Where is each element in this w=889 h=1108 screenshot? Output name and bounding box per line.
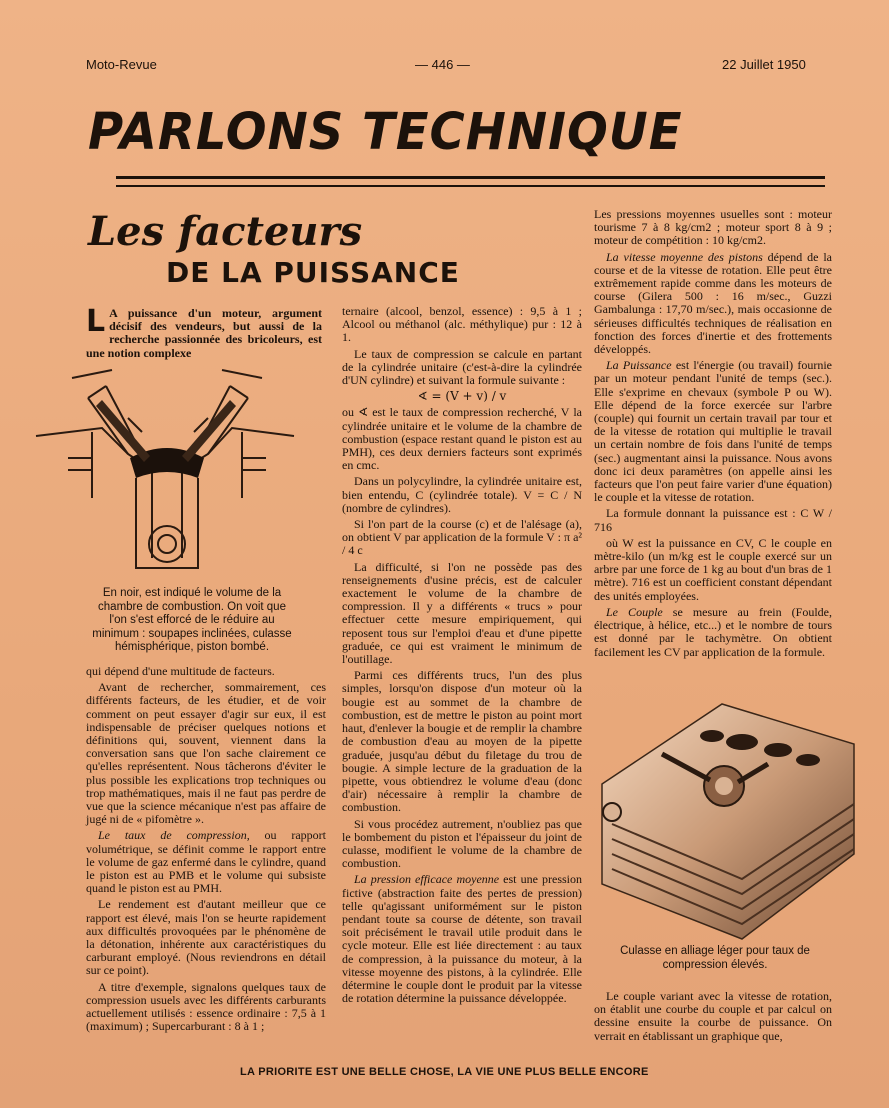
- article-subtitle: DE LA PUISSANCE: [166, 256, 460, 289]
- term: Le taux de compression,: [98, 828, 250, 843]
- header-date: 22 Juillet 1950: [722, 57, 806, 72]
- paragraph: Le taux de compression se calcule en partant de la cylindrée unitaire (c'est-à-dire la cylindrée d'UN cylindre) et suivant la formule suivante :: [342, 346, 582, 388]
- article-subtitle-script: Les facteurs: [88, 208, 363, 255]
- paragraph-text: est une pression fictive (abstraction faite des pertes de pression) telle qu'agissant uniformément sur le piston pendant toute sa course de détente, son travail soit précisément le travail utile produit dans le cycle moteur. Elle est liée directement : au taux de compression, à la puissance du moteur, à la vitesse moyenne des pistons, à la cylindrée. Elle détermine le couple dont le produit par la vitesse de rotation détermine la puissance développée.: [342, 872, 582, 1006]
- page-title: PARLONS TECHNIQUE: [88, 102, 683, 162]
- paragraph: où W est la puissance en CV, C le couple en mètre-kilo (un m/kg est le couple exercé sur un arbre par une force de 1 kg au bout d'un bras de 1 mètre). 716 est un coefficient constant dépendant des unités employées.: [594, 535, 832, 603]
- paragraph: Le rendement est d'autant meilleur que ce rapport est élevé, mais l'on se heurte rapidement aux difficultés provoquées par le phénomène de la détonation, inhérente aux caractéristiques du carburant employé. (Nous reviendrons en détail sur ce point).: [86, 897, 326, 978]
- column-3: [594, 208, 832, 662]
- title-rule-top: [116, 176, 825, 179]
- paragraph: [594, 359, 832, 504]
- paragraph: ternaire (alcool, benzol, essence) : 9,5 à 1 ; Alcool ou méthanol (alc. méthylique) pur : 12 à 1.: [342, 304, 582, 345]
- paragraph-text: dépend de la course et de la vitesse de rotation. Elle peut être extrêmement rapide comme dans les moteurs de course (Gilera 500 : 16 m/sec., Guzzi Gambalunga : 17,70 m/sec.), mais occasionne de sérieuses difficultés techniques de réalisation en fonction des forces d'inertie et des frottements développés.: [594, 249, 832, 357]
- paragraph: qui dépend d'une multitude de facteurs.: [86, 664, 275, 678]
- paragraph: [86, 829, 326, 895]
- paragraph: Parmi ces différents trucs, l'un des plus simples, lorsqu'on dispose d'un moteur où la bougie est au sommet de la chambre de combustion, est de mettre le piston au point mort haut, d'enlever la bougie et de remplir la chambre de combustion d'eau au moyen de la pipette graduée, jusqu'au début du filetage du trou de bougie. A simple lecture de la graduation de la pipette, vous obtiendrez le volume d'eau (donc d'air) nécessaire à remplir la chambre de combustion.: [342, 668, 582, 815]
- column-1-intro: [86, 304, 322, 360]
- paragraph: Si vous procédez autrement, n'oubliez pas que le bombement du piston et l'épaisseur du joint de culasse, modifient le volume de la chambre de combustion.: [342, 816, 582, 871]
- column-3-continued: [594, 990, 832, 1046]
- paragraph: ou ∢ est le taux de compression recherché, V la cylindrée unitaire et le volume de la chambre de combustion (espace restant quand le piston est au PMH), ces deux derniers facteurs sont exprimés en cmc.: [342, 405, 582, 473]
- paragraph: La formule donnant la puissance est : C W / 716: [594, 506, 832, 534]
- compression-formula: ∢ = (V + v) / v: [417, 389, 507, 404]
- paragraph-text: se mesure au frein (Foulde, électrique, à hélice, etc...) et le nombre de tours est donné par le tachymètre. On obtient facilement les CV par application de la formule.: [594, 604, 832, 659]
- paragraph: La difficulté, si l'on ne possède pas des renseignements d'usine précis, est de calculer exactement le volume de la chambre de compression. Il y a différents « trucs » pour effectuer cette mesure empiriquement, qui reposent tous sur l'emploi d'eau et d'une pipette graduée, ce qui est vraiment le minimum de l'outillage.: [342, 559, 582, 667]
- title-rule-bottom: [116, 185, 825, 187]
- figure-2-caption: Culasse en alliage léger pour taux de compression élevés.: [620, 945, 810, 971]
- term: Le Couple: [606, 604, 663, 619]
- paragraph: A titre d'exemple, signalons quelques taux de compression usuels avec les différents carburants actuellement utilisés : essence ordinaire : 7,5 à 1 (maximum) ; Supercarburant : 8 à 1 ;: [86, 979, 326, 1034]
- paragraph: [594, 251, 832, 357]
- paragraph: Avant de rechercher, sommairement, ces différents facteurs, de les étudier, et de voir comment on peut essayer d'agir sur eux, il est indispensable de préciser quelques notions et définitions qui, souvent, viennent dans la conversation sans que l'on sache clairement ce qu'elles représentent. Nous tâcherons d'éviter le plus possible les explications trop techniques ou trop mathématiques, mais il ne faut pas perdre de vue que la science mécanique n'est pas affaire de jugé ni de « pifomètre ».: [86, 680, 326, 827]
- figure-1-caption: En noir, est indiqué le volume de la chambre de combustion. On voit que l'on s'est efforcé de le réduire au minimum : soupapes inclinées, culasse hémisphérique, piston bombé.: [92, 587, 292, 653]
- term: La vitesse moyenne des pistons: [606, 249, 763, 264]
- column-2: [342, 305, 582, 1008]
- paragraph: [342, 873, 582, 1005]
- paragraph: Si l'on part de la course (c) et de l'alésage (a), on obtient V par application de la formule V : π a² / 4 c: [342, 517, 582, 558]
- intro-text: A puissance d'un moteur, argument décisif des vendeurs, but aussi de la recherche passionnée des bricoleurs, est une notion complexe: [86, 306, 322, 360]
- page-footer-slogan: LA PRIORITE EST UNE BELLE CHOSE, LA VIE UNE PLUS BELLE ENCORE: [240, 1066, 649, 1078]
- header-page-number: — 446 —: [415, 57, 470, 72]
- column-1-body: [86, 665, 326, 1036]
- cylinder-head-diagram: [32, 358, 300, 586]
- paragraph: Les pressions moyennes usuelles sont : moteur tourisme 7 à 8 kg/cm2 ; moteur sport 8 à 9 ; moteur de compétition : 10 kg/cm2.: [594, 207, 832, 248]
- drop-cap: L: [86, 304, 106, 339]
- paragraph-text: est l'énergie (ou travail) fournie par un moteur pendant l'unité de temps (sec.). Elle s'exprime en chevaux (symbole P ou W). Elle dépend de la force exercée sur l'arbre (couple) qui fournit un certain travail par tour et de la vitesse de rotation qui multiplie le travail un certain nombre de fois dans l'unité de temps (sec.) augmentant ainsi la puissance. Nous avons donc ici deux paramètres (on appelle ainsi les facteurs que l'on peut faire varier d'une équation) le couple et la vitesse de rotation.: [594, 358, 832, 505]
- alloy-cylinder-head-photo: [592, 694, 860, 944]
- paragraph: Dans un polycylindre, la cylindrée unitaire est, bien entendu, C (cylindrée totale). V = C / N (nombre de cylindres).: [342, 474, 582, 515]
- term: La Puissance: [606, 358, 672, 373]
- header-publication: Moto-Revue: [86, 57, 157, 72]
- paragraph: [594, 606, 832, 659]
- paragraph-text: ou rapport volumétrique, se définit comme le rapport entre le volume de gaz enfermé dans le cylindre, quand le piston est au PMB et le volume qui subsiste quand le piston est au PMH.: [86, 828, 326, 896]
- paragraph: Le couple variant avec la vitesse de rotation, on établit une courbe du couple et par calcul on dessine ensuite la courbe de puissance. On verrait en établissant un graphique que,: [594, 989, 832, 1043]
- term: La pression efficace moyenne: [354, 872, 500, 887]
